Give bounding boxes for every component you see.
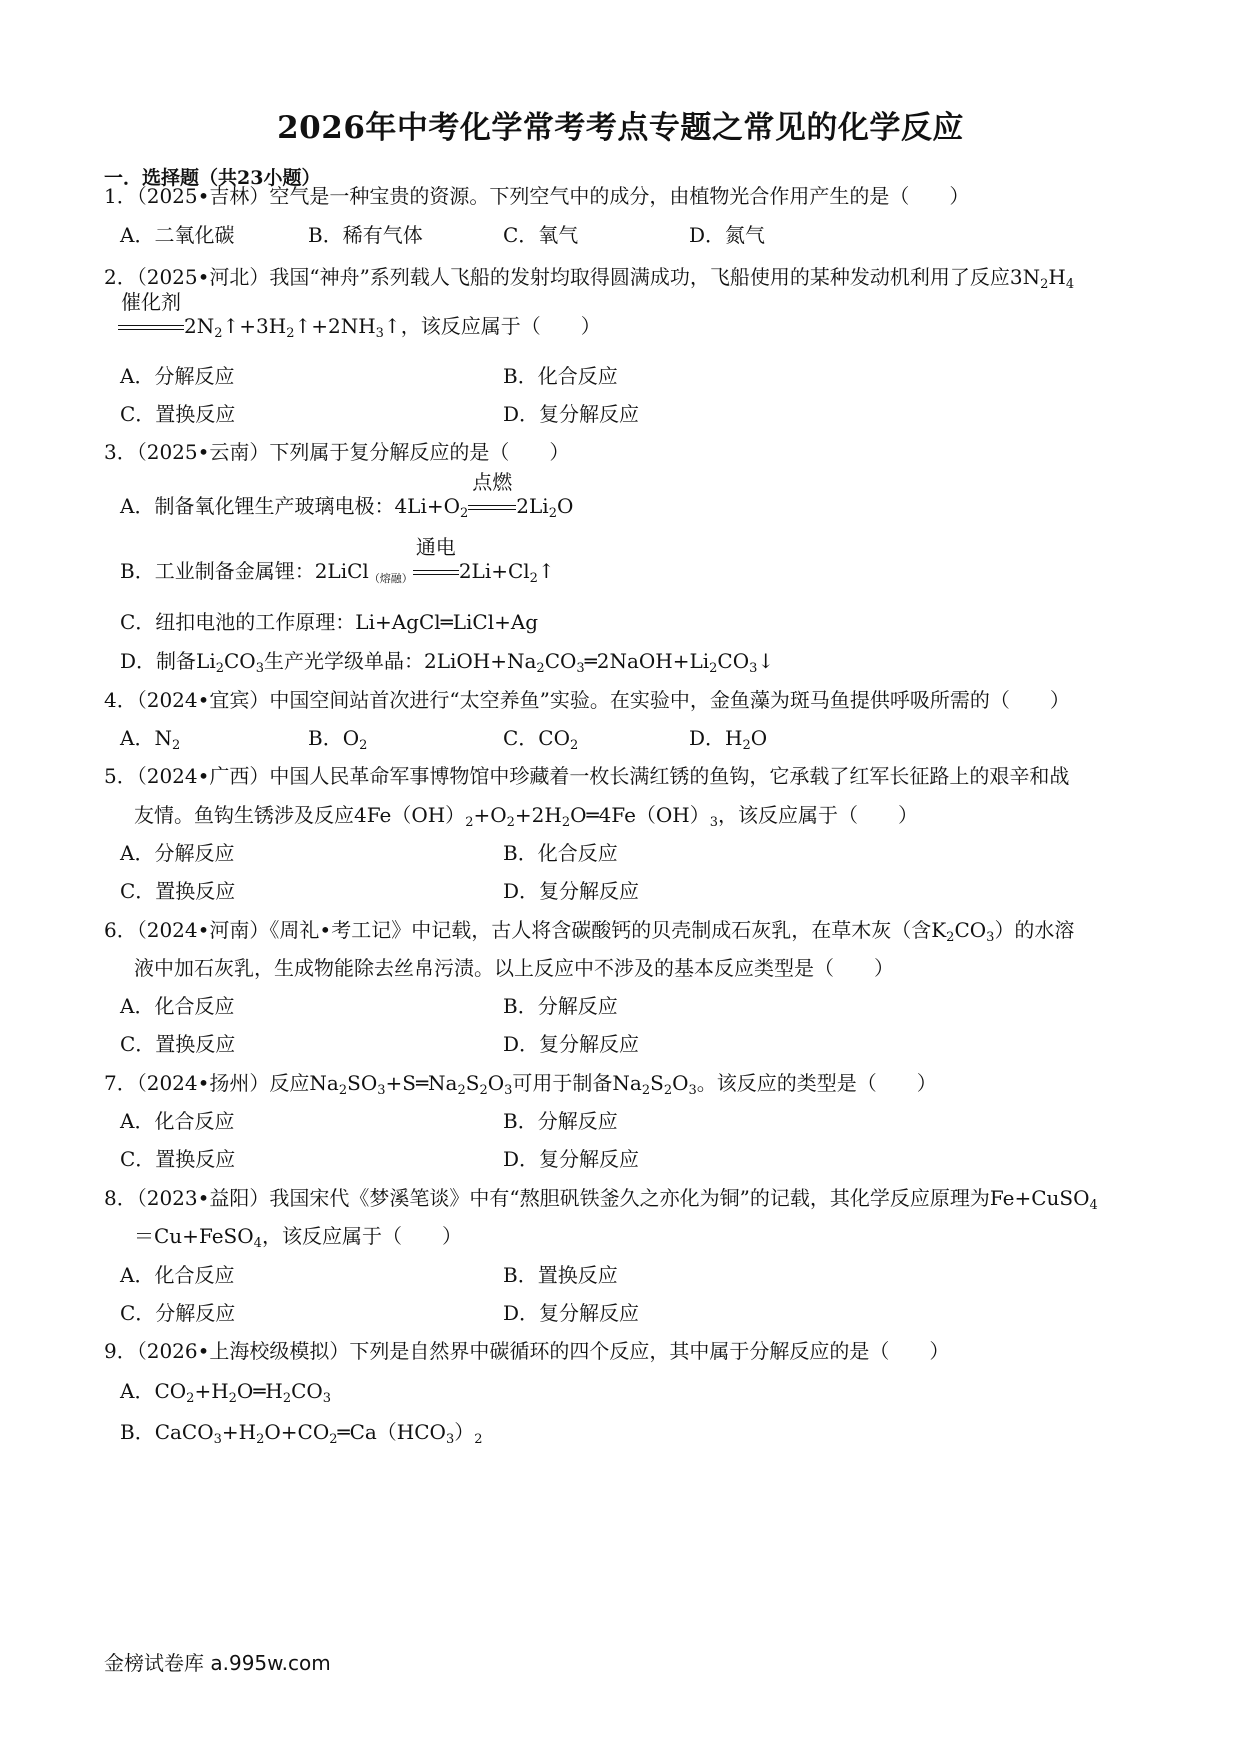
- q7-option-c: C．置换反应: [120, 1147, 236, 1171]
- footer-watermark: 金榜试卷库 a.995w.com: [104, 1651, 331, 1675]
- q4-option-c: C．$CO_2$: [503, 726, 579, 753]
- q3-option-a: A．制备氧化锂生产玻璃电极：$4Li+O_2$ 点燃 $2Li_2O$: [120, 470, 574, 521]
- q8-option-a: A．化合反应: [120, 1263, 235, 1287]
- question-8-stem-line2: ＝Cu+FeSO$_4$，该反应属于（ ）: [134, 1224, 462, 1251]
- question-8-stem-line1: 8．（2023•益阳）我国宋代《梦溪笔谈》中有“熬胆矾铁釜久之亦化为铜”的记载，其化学反应原理为Fe+CuSO$_4$: [104, 1186, 1098, 1213]
- q8-option-d: D．复分解反应: [503, 1301, 640, 1325]
- q5-option-a: A．分解反应: [120, 841, 235, 865]
- reaction-condition: 点燃: [468, 492, 516, 520]
- q3-option-d: D．制备$Li_2CO_3$生产光学级单晶：$2LiOH+Na_2CO_3═2NaOH+Li_2CO_3↓$: [120, 649, 775, 676]
- question-4-stem: 4．（2024•宜宾）中国空间站首次进行“太空养鱼”实验。在实验中，金鱼藻为斑马鱼提供呼吸所需的（ ）: [104, 688, 1070, 712]
- q4-option-b: B．$O_2$: [308, 726, 368, 753]
- q9-option-a: A．$CO_2+H_2O═H_2CO_3$: [120, 1379, 332, 1406]
- q2-option-d: D．复分解反应: [503, 402, 640, 426]
- q1-option-c: C．氧气: [503, 223, 579, 247]
- q4-option-d: D．$H_2O$: [689, 726, 768, 753]
- question-6-stem-line1: 6．（2024•河南）《周礼•考工记》中记载，古人将含碳酸钙的贝壳制成石灰乳，在草木灰（含$K_2CO_3$）的水溶: [104, 918, 1075, 945]
- question-9-stem: 9．（2026•上海校级模拟）下列是自然界中碳循环的四个反应，其中属于分解反应的是（ ）: [104, 1339, 950, 1363]
- q6-option-a: A．化合反应: [120, 994, 235, 1018]
- q9-option-b: B．$CaCO_3+H_2O+CO_2═Ca(HCO_3)_2$: [120, 1420, 483, 1447]
- q5-option-d: D．复分解反应: [503, 879, 640, 903]
- q6-option-d: D．复分解反应: [503, 1032, 640, 1056]
- q4-option-a: A．$N_2$: [120, 726, 181, 753]
- question-2-equation: 催化剂 $2N_2↑+3H_2↑+2NH_3↑$，该反应属于（ ）: [118, 312, 601, 340]
- q5-option-c: C．置换反应: [120, 879, 236, 903]
- q3-option-b: B．工业制备金属锂：2LiCl$_{(熔融)}$ 通电 $2Li+Cl_2↑$: [120, 535, 555, 586]
- q3-option-c: C．纽扣电池的工作原理：Li+AgCl═LiCl+Ag: [120, 610, 539, 634]
- q1-option-d: D．氮气: [689, 223, 766, 247]
- section-heading: 一．选择题（共23小题）: [104, 167, 321, 189]
- question-5-stem-line1: 5．（2024•广西）中国人民革命军事博物馆中珍藏着一枚长满红锈的鱼钩，它承载了红军长征路上的艰辛和战: [104, 764, 1070, 788]
- q1-option-b: B．稀有气体: [308, 223, 423, 247]
- q7-option-d: D．复分解反应: [503, 1147, 640, 1171]
- q6-option-c: C．置换反应: [120, 1032, 236, 1056]
- q7-option-b: B．分解反应: [503, 1109, 618, 1133]
- question-7-stem: 7．（2024•扬州）反应$Na_2SO_3+S═Na_2S_2O_3$可用于制备$Na_2S_2O_3$。该反应的类型是（ ）: [104, 1071, 937, 1098]
- page-title: 2026年中考化学常考考点专题之常见的化学反应: [277, 110, 964, 146]
- q7-option-a: A．化合反应: [120, 1109, 235, 1133]
- q8-option-c: C．分解反应: [120, 1301, 236, 1325]
- question-3-stem: 3．（2025•云南）下列属于复分解反应的是（ ）: [104, 440, 570, 464]
- question-1-stem: 1．（2025•吉林）空气是一种宝贵的资源。下列空气中的成分，由植物光合作用产生的是（ ）: [104, 184, 970, 208]
- q1-option-a: A．二氧化碳: [120, 223, 235, 247]
- q2-option-b: B．化合反应: [503, 364, 618, 388]
- q6-option-b: B．分解反应: [503, 994, 618, 1018]
- q2-option-a: A．分解反应: [120, 364, 235, 388]
- question-2-stem: 2．（2025•河北）我国“神舟”系列载人飞船的发射均取得圆满成功，飞船使用的某种发动机利用了反应$3N_2H_4$: [104, 265, 1075, 292]
- reaction-condition: 通电: [413, 557, 459, 585]
- q8-option-b: B．置换反应: [503, 1263, 618, 1287]
- question-6-stem-line2: 液中加石灰乳，生成物能除去丝帛污渍。以上反应中不涉及的基本反应类型是（ ）: [134, 956, 894, 980]
- question-5-stem-line2: 友情。鱼钩生锈涉及反应$4Fe(OH)_2+O_2+2H_2O═4Fe(OH)_3$，该反应属于（ ）: [134, 803, 919, 830]
- q2-option-c: C．置换反应: [120, 402, 236, 426]
- reaction-condition: 催化剂: [118, 312, 184, 340]
- q5-option-b: B．化合反应: [503, 841, 618, 865]
